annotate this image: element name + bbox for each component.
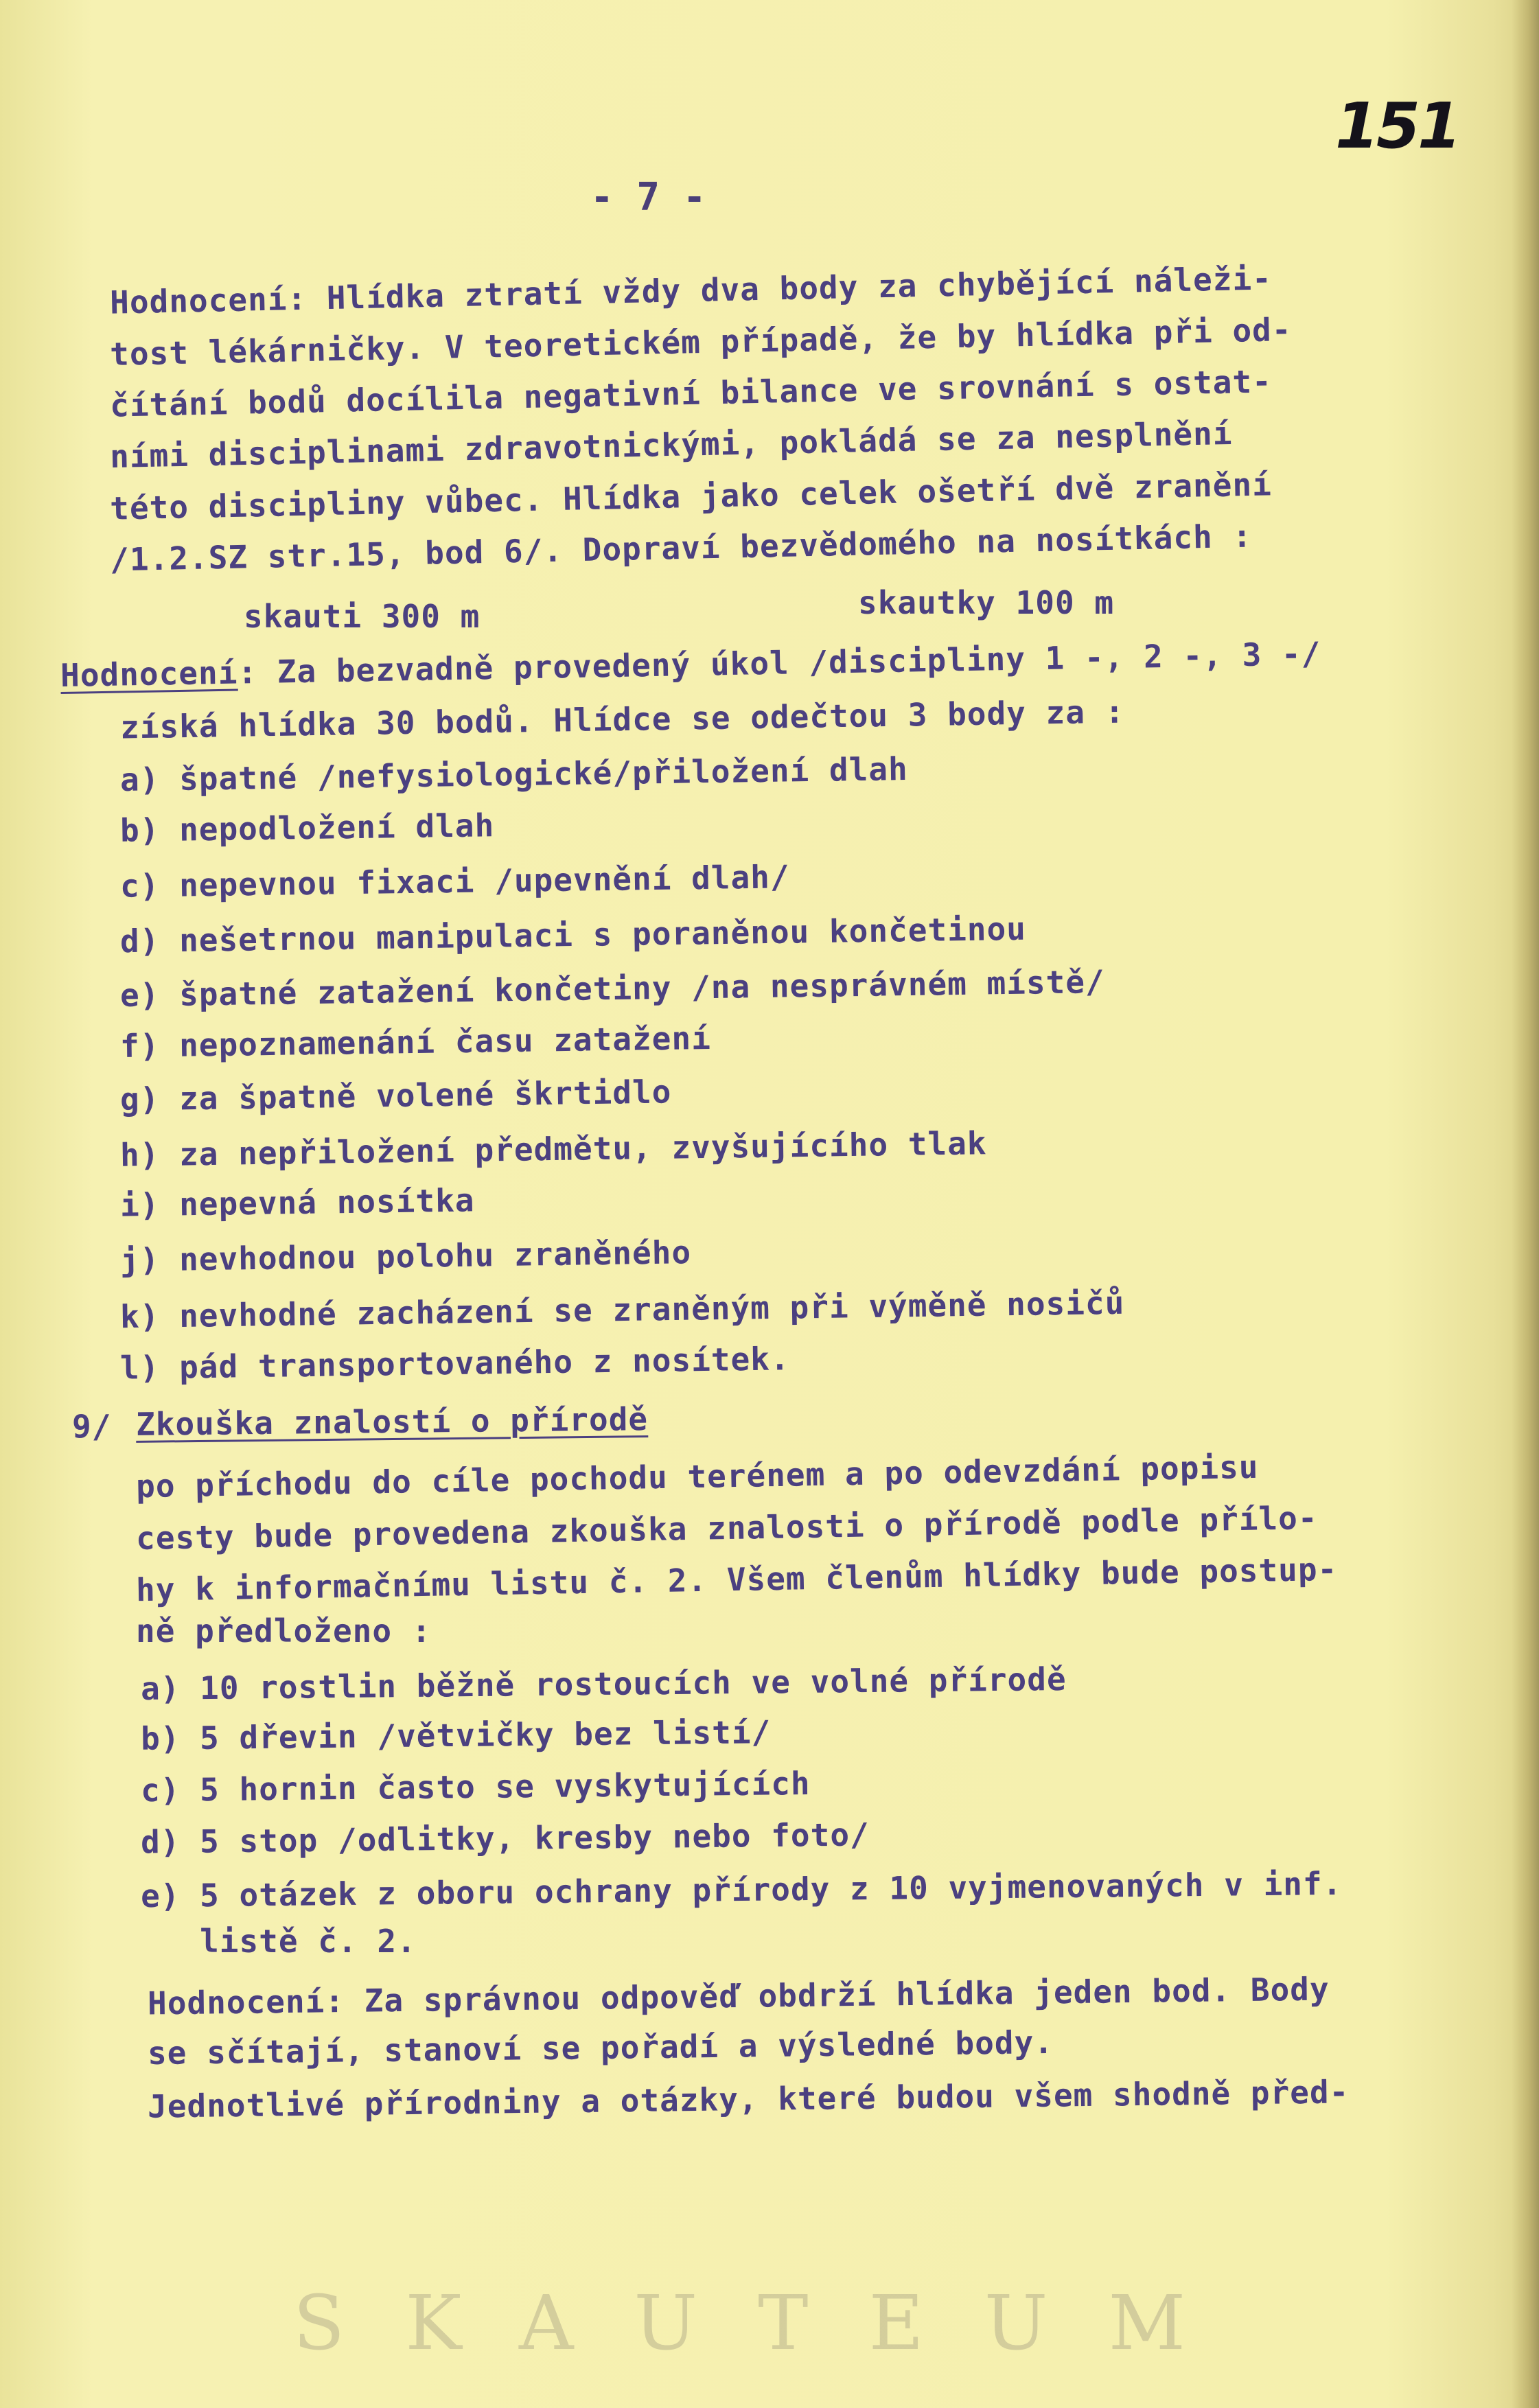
page-marker: - 7 - [590, 175, 706, 220]
list-item: d) 5 stop /odlitky, kresby nebo foto/ [140, 1816, 870, 1861]
text-line: Jednotlivé přírodniny a otázky, které budou všem shodně před- [147, 2073, 1350, 2125]
section-number: 9/ [72, 1408, 112, 1445]
text-line: získá hlídka 30 bodů. Hlídce se odečtou 3 body za : [119, 693, 1125, 746]
section-title: Zkouška znalostí o přírodě [135, 1400, 649, 1443]
list-item: c) 5 hornin často se vyskytujících [140, 1764, 811, 1809]
list-item: g) za špatně volené škrtidlo [119, 1073, 672, 1118]
handwritten-page-number: 151 [1335, 89, 1459, 163]
evaluation-label: Hodnocení [60, 653, 238, 695]
list-item: d) nešetrnou manipulaci s poraněnou končetinou [119, 910, 1027, 960]
text-line: hy k informačnímu listu č. 2. Všem členům hlídky bude postup- [135, 1550, 1338, 1609]
text-line: cesty bude provedena zkouška znalosti o přírodě podle přílo- [135, 1498, 1319, 1558]
list-item: e) 5 otázek z oboru ochrany přírody z 10 vyjmenovaných v inf. [140, 1864, 1343, 1915]
text-line: po příchodu do cíle pochodu terénem a po odevzdání popisu [135, 1448, 1259, 1505]
text-line: čítání bodů docílila negativní bilance ve srovnání s ostat- [109, 362, 1273, 424]
text-line: Hodnocení: Hlídka ztratí vždy dva body za chybějící náleži- [109, 259, 1273, 321]
list-item: b) nepodložení dlah [119, 807, 495, 849]
list-item: f) nepoznamenání času zatažení [119, 1019, 712, 1065]
text-line: Hodnocení: Za správnou odpověď obdrží hlídka jeden bod. Body [147, 1970, 1330, 2022]
list-item: i) nepevná nosítka [119, 1181, 475, 1224]
list-item: l) pád transportovaného z nosítek. [119, 1340, 790, 1387]
distance-scouts: skauti 300 m [244, 598, 481, 635]
list-item: h) za nepřiložení předmětu, zvyšujícího tlak [119, 1124, 987, 1174]
list-item: c) nepevnou fixaci /upevnění dlah/ [119, 858, 790, 905]
evaluation-line [60, 634, 1321, 695]
text-line: této discipliny vůbec. Hlídka jako celek ošetří dvě zranění [109, 465, 1273, 527]
list-item: b) 5 dřevin /větvičky bez listí/ [140, 1713, 772, 1757]
text-line: ními disciplinami zdravotnickými, pokládá se za nesplnění [109, 414, 1233, 476]
list-item: a) 10 rostlin běžně rostoucích ve volné přírodě [140, 1660, 1067, 1708]
evaluation-text: : Za bezvadně provedený úkol /discipliny 1 -, 2 -, 3 -/ [237, 634, 1321, 691]
text-line: ně předloženo : [136, 1612, 432, 1649]
text-line: /1.2.SZ str.15, bod 6/. Dopraví bezvědomého na nosítkách : [109, 517, 1253, 579]
page-edge-shadow [1512, 0, 1539, 2408]
list-item: e) špatné zatažení končetiny /na nesprávném místě/ [119, 962, 1106, 1015]
text-line: tost lékárničky. V teoretickém případě, že by hlídka při od- [109, 310, 1293, 373]
list-item: a) špatné /nefysiologické/přiložení dlah [119, 750, 909, 799]
list-item: j) nevhodnou polohu zraněného [119, 1234, 692, 1279]
list-item: k) nevhodné zacházení se zraněným při výměně nosičů [119, 1284, 1125, 1336]
distance-guides: skautky 100 m [858, 584, 1115, 621]
text-line: se sčítají, stanoví se pořadí a výsledné body. [147, 2023, 1054, 2072]
list-item: listě č. 2. [141, 1923, 417, 1960]
archive-watermark: SKAUTEUM [292, 2279, 1247, 2367]
